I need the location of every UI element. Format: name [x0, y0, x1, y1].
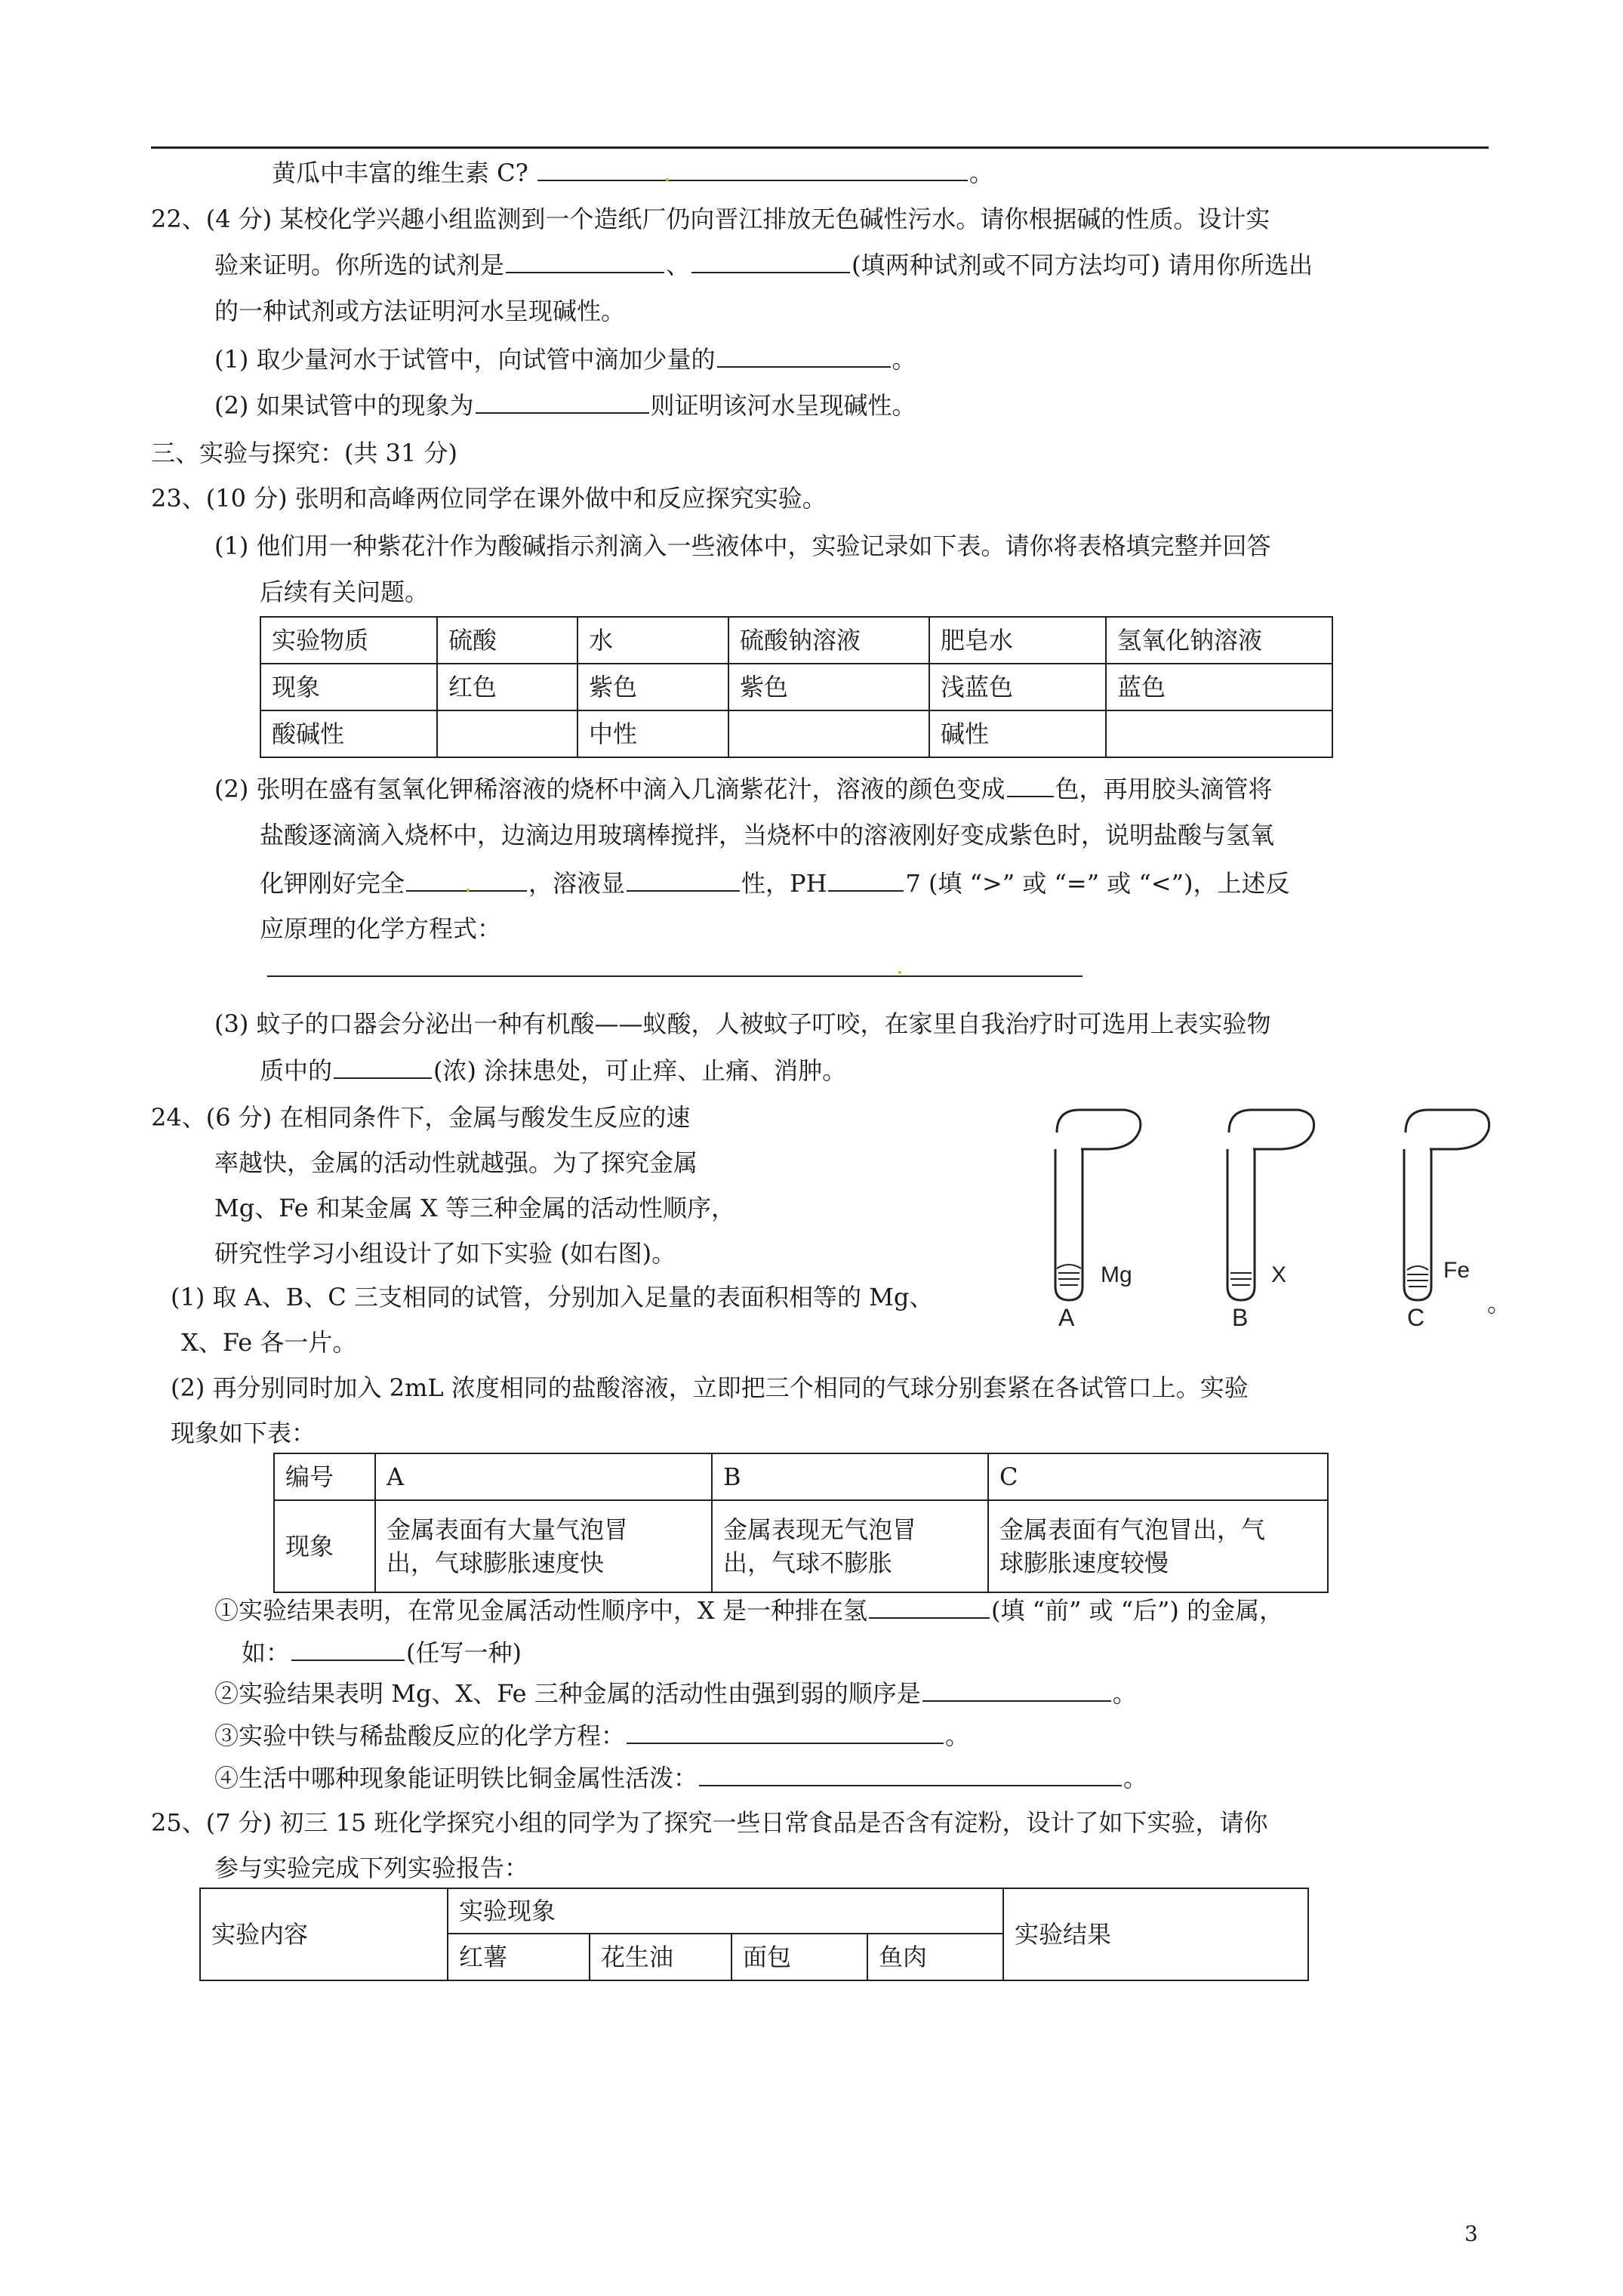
q22-reagent-blank-1[interactable] — [506, 249, 664, 273]
table-cell: C — [988, 1453, 1328, 1500]
q24-step-1: (1) 取 A、B、C 三支相同的试管，分别加入足量的表面积相等的 Mg、 — [171, 1283, 934, 1311]
q23-equation-label: 应原理的化学方程式： — [260, 914, 502, 943]
q24-result-4 — [214, 1762, 1147, 1793]
header-rule — [151, 146, 1489, 149]
table-cell: 硫酸 — [437, 617, 577, 664]
q23-indicator-table — [260, 616, 1333, 758]
q23-text: (浓) 涂抹患处，可止痒、止痛、消肿。 — [433, 1056, 847, 1085]
table-cell: 硫酸钠溶液 — [728, 617, 929, 664]
answer-cell[interactable] — [728, 710, 929, 757]
table-row — [274, 1500, 1328, 1592]
q24-text: (填 “前” 或 “后”) 的金属， — [990, 1596, 1284, 1625]
cell-line: 金属表面有气泡冒出，气 — [999, 1515, 1266, 1544]
q25-stem-2: 参与实验完成下列实验报告： — [214, 1854, 529, 1882]
q22-line3: 的一种试剂或方法证明河水呈现碱性。 — [214, 297, 626, 325]
metal-label-mg: Mg — [1101, 1262, 1132, 1287]
table-cell: 酸碱性 — [260, 710, 437, 757]
q23-sub2-line1 — [214, 773, 1273, 804]
q22-sub1 — [214, 344, 916, 374]
table-cell: 实验现象 — [448, 1888, 1003, 1934]
table-cell: 实验物质 — [260, 617, 437, 664]
q22-sub2-blank[interactable] — [476, 390, 649, 414]
table-row — [274, 1453, 1328, 1500]
q24-step-2: (2) 再分别同时加入 2mL 浓度相同的盐酸溶液，立即把三个相同的气球分别套紧在各试管口上。实验 — [171, 1373, 1249, 1402]
q23-reaction-blank[interactable] — [406, 868, 527, 892]
q24-result-1b — [242, 1637, 522, 1668]
table-cell: 红薯 — [448, 1934, 590, 1980]
q24-text: ③实验中铁与稀盐酸反应的化学方程： — [214, 1721, 626, 1750]
q24-phenomenon-blank[interactable] — [699, 1762, 1122, 1786]
q23-color-blank[interactable] — [1007, 773, 1054, 797]
table-cell: 编号 — [274, 1453, 375, 1500]
answer-cell[interactable] — [1106, 710, 1332, 757]
page-number: 3 — [1464, 2221, 1478, 2246]
table-cell: 实验内容 — [200, 1888, 448, 1980]
table-cell: 现象 — [274, 1500, 375, 1592]
cell-line: 金属表面有大量气泡冒 — [387, 1515, 629, 1544]
cell-line: 出，气球不膨胀 — [723, 1549, 893, 1577]
q24-stem-1: 24、(6 分) 在相同条件下，金属与酸发生反应的速 — [151, 1103, 691, 1132]
cell-line: 金属表现无气泡冒 — [723, 1515, 917, 1544]
q22-line2 — [214, 249, 1313, 280]
q24-text: (任写一种) — [406, 1638, 522, 1667]
table-cell: 现象 — [260, 664, 437, 710]
q25-report-table — [199, 1888, 1309, 1981]
section-3-title: 三、实验与探究：(共 31 分) — [151, 439, 458, 467]
q22-stem: 22、(4 分) 某校化学兴趣小组监测到一个造纸厂仍向晋江排放无色碱性污水。请你根据碱的性质。设计实 — [151, 205, 1270, 233]
period: 。 — [1123, 1764, 1148, 1792]
table-cell — [988, 1500, 1328, 1592]
table-cell: B — [712, 1453, 988, 1500]
q24-position-blank[interactable] — [869, 1595, 990, 1619]
q22-sub2-tail: 则证明该河水呈现碱性。 — [650, 391, 916, 420]
table-cell: A — [375, 1453, 712, 1500]
cell-line: 出，气球膨胀速度快 — [387, 1549, 605, 1577]
table-cell: 实验结果 — [1003, 1888, 1308, 1980]
tube-label-b: B — [1232, 1304, 1249, 1329]
metal-label-fe: Fe — [1443, 1258, 1471, 1283]
q21-line — [272, 157, 993, 188]
table-cell: 中性 — [577, 710, 728, 757]
q24-stem-3: Mg、Fe 和某金属 X 等三种金属的活动性顺序， — [214, 1194, 735, 1222]
table-cell: 花生油 — [590, 1934, 731, 1980]
q24-result-2 — [214, 1678, 1137, 1709]
q22-sub1-blank[interactable] — [717, 344, 891, 368]
table-cell: 紫色 — [577, 664, 728, 710]
q22-sub2-text: (2) 如果试管中的现象为 — [214, 391, 474, 420]
q21-text: 黄瓜中丰富的维生素 C? — [272, 159, 528, 187]
q23-sub1-line1: (1) 他们用一种紫花汁作为酸碱指示剂滴入一些液体中，实验记录如下表。请你将表格填完整并回答 — [214, 532, 1271, 560]
table-cell: 面包 — [731, 1934, 867, 1980]
table-cell: 碱性 — [929, 710, 1106, 757]
table-cell — [712, 1500, 988, 1592]
table-cell: 蓝色 — [1106, 664, 1332, 710]
q21-blank[interactable] — [537, 157, 968, 181]
metal-label-x: X — [1271, 1262, 1287, 1287]
table-cell: 紫色 — [728, 664, 929, 710]
q22-sub1-text: (1) 取少量河水于试管中，向试管中滴加少量的 — [214, 345, 716, 374]
q23-text: 性，PH — [741, 869, 827, 898]
q23-sub2-line3 — [260, 868, 1289, 898]
q24-text: ①实验结果表明，在常见金属活动性顺序中，X 是一种排在氢 — [214, 1596, 867, 1625]
q23-sub2-line2: 盐酸逐滴滴入烧杯中，边滴边用玻璃棒搅拌，当烧杯中的溶液刚好变成紫色时，说明盐酸与氢氧 — [260, 821, 1275, 849]
q24-order-blank[interactable] — [922, 1678, 1111, 1702]
period: 。 — [892, 345, 916, 374]
q23-sub3-line2 — [260, 1055, 846, 1086]
test-tubes-svg — [1034, 1102, 1532, 1329]
q23-text: ，溶液显 — [528, 869, 626, 898]
q25-stem-1: 25、(7 分) 初三 15 班化学探究小组的同学为了探究一些日常食品是否含有淀粉，设计了如下实验，请你 — [151, 1808, 1268, 1837]
q23-sub2-text: (2) 张明在盛有氢氧化钾稀溶液的烧杯中滴入几滴紫花汁，溶液的颜色变成 — [214, 775, 1006, 803]
q23-property-blank[interactable] — [627, 868, 740, 892]
table-cell: 水 — [577, 617, 728, 664]
q23-text: 化钾刚好完全 — [260, 869, 405, 898]
table-cell: 红色 — [437, 664, 577, 710]
q23-sub2-text-tail: 色，再用胶头滴管将 — [1055, 775, 1273, 803]
q24-result-3 — [214, 1720, 969, 1751]
table-row — [260, 617, 1332, 664]
q23-ph-blank[interactable] — [828, 868, 904, 892]
q23-text: 7 (填 “>” 或 “=” 或 “<”)，上述反 — [905, 869, 1290, 898]
table-cell: 鱼肉 — [867, 1934, 1003, 1980]
q22-reagent-note: (填两种试剂或不同方法均可) 请用你所选出 — [852, 251, 1313, 279]
table-cell: 氢氧化钠溶液 — [1106, 617, 1332, 664]
q23-substance-blank[interactable] — [334, 1055, 432, 1079]
q24-step-1-tail: X、Fe 各一片。 — [181, 1328, 357, 1357]
period: 。 — [969, 159, 994, 187]
table-row — [260, 664, 1332, 710]
table-row — [200, 1888, 1308, 1934]
q23-stem: 23、(10 分) 张明和高峰两位同学在课外做中和反应探究实验。 — [151, 484, 827, 513]
q24-text: ④生活中哪种现象能证明铁比铜金属性活泼： — [214, 1764, 698, 1792]
table-row — [260, 710, 1332, 757]
q23-sub1-line2: 后续有关问题。 — [260, 578, 430, 606]
cell-line: 球膨胀速度较慢 — [999, 1549, 1169, 1577]
q24-stem-4: 研究性学习小组设计了如下实验 (如右图)。 — [214, 1239, 676, 1268]
q24-period: 。 — [1487, 1289, 1512, 1318]
q24-phenomena-table — [273, 1453, 1329, 1593]
q22-reagent-prompt: 验来证明。你所选的试剂是 — [214, 251, 505, 279]
tube-label-c: C — [1407, 1304, 1425, 1329]
table-cell — [375, 1500, 712, 1592]
q23-equation-blank[interactable] — [267, 975, 1083, 977]
separator: 、 — [666, 251, 691, 279]
q24-result-1 — [214, 1595, 1283, 1626]
q24-text: ②实验结果表明 Mg、X、Fe 三种金属的活动性由强到弱的顺序是 — [214, 1679, 921, 1708]
q24-text: 如： — [242, 1638, 291, 1667]
test-tube-figure — [1034, 1102, 1532, 1329]
q24-step-2-tail: 现象如下表： — [171, 1419, 316, 1447]
table-cell: 肥皂水 — [929, 617, 1106, 664]
q22-sub2 — [214, 390, 916, 421]
q23-sub3-line1: (3) 蚊子的口器会分泌出一种有机酸——蚁酸，人被蚊子叮咬，在家里自我治疗时可选用上表实验物 — [214, 1009, 1271, 1038]
q24-example-blank[interactable] — [291, 1637, 405, 1661]
q23-text: 质中的 — [260, 1056, 333, 1085]
scan-dot — [898, 971, 901, 974]
table-cell: 浅蓝色 — [929, 664, 1106, 710]
q24-stem-2: 率越快，金属的活动性就越强。为了探究金属 — [214, 1148, 698, 1177]
q24-equation-blank[interactable] — [627, 1720, 944, 1744]
period: 。 — [945, 1721, 970, 1750]
answer-cell[interactable] — [437, 710, 577, 757]
q22-reagent-blank-2[interactable] — [691, 249, 850, 273]
period: 。 — [1112, 1679, 1137, 1708]
tube-label-a: A — [1058, 1304, 1075, 1329]
